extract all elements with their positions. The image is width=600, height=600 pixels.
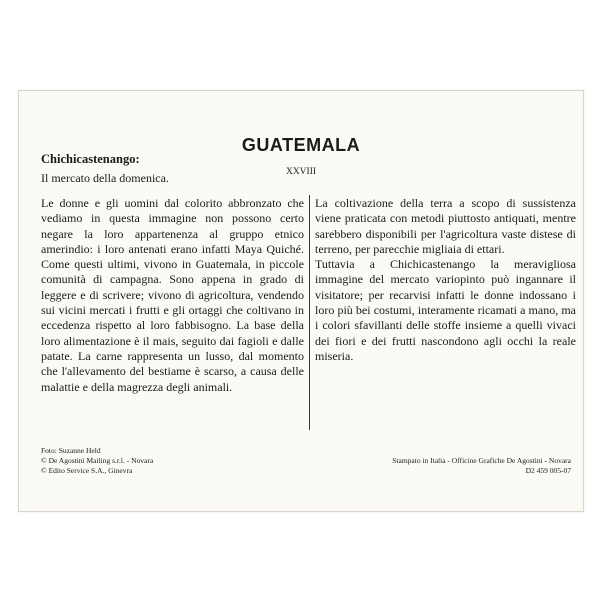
printer-info	[392, 456, 571, 476]
product-code: D2 459 005-07	[525, 466, 571, 475]
right-column-paragraph-2: Tuttavia a Chichicastenango la meravigliosa immagine del mercato variopinto può ingannare il visitatore; per recarvisi infatti le donne indossano i loro più bei costumi, interamente ricamati a mano, ma i colori sfavillanti delle stoffe insieme a quelli vivaci dei fiori e dei frutti nascondono agli occhi la reale miseria.	[315, 257, 576, 363]
copyright-line-2: © Edito Service S.A., Ginevra	[41, 466, 133, 475]
column-divider	[309, 195, 310, 430]
printer-line: Stampato in Italia - Officine Grafiche De Agostini - Novara	[392, 456, 571, 465]
postcard-back	[18, 90, 584, 512]
card-title: GUATEMALA	[241, 135, 361, 155]
copyright-line-1: © De Agostini Mailing s.r.l. - Novara	[41, 456, 154, 465]
photo-credit: Foto: Suzanne Held	[41, 446, 101, 455]
card-number: XXVIII	[285, 167, 317, 177]
right-column-paragraph-1: La coltivazione della terra a scopo di sussistenza viene praticata con metodi piuttosto antiquati, mentre sarebbero disponibili per l'agricoltura vaste distese di terreno, per parecchie migliaia di ettari.	[315, 196, 576, 256]
location-heading: Chichicastenango:	[41, 152, 140, 166]
left-column-text: Le donne e gli uomini dal colorito abbronzato che vediamo in questa immagine non possono certo negare la loro appartenenza al gruppo etnico amerindio: i loro antenati erano infatti Maya Quiché. Come questi ultimi, vivono in Guatemala, in piccole comunità di campagna. Sono appena in grado di leggere e di scrivere; vivono di agricoltura, vendendo sui vicini mercati i frutti e gli ortaggi che coltivano in eccedenza rispetto al loro fabbisogno. La base della loro alimentazione è il mais, seguito dai fagioli e dalle patate. La carne rappresenta un lusso, dal momento che l'allevamento del bestiame è scarso, a causa delle malattie e della magrezza degli animali.	[41, 196, 304, 394]
card-subtitle: Il mercato della domenica.	[41, 171, 169, 185]
right-column	[315, 196, 576, 364]
photo-credits	[41, 446, 153, 476]
